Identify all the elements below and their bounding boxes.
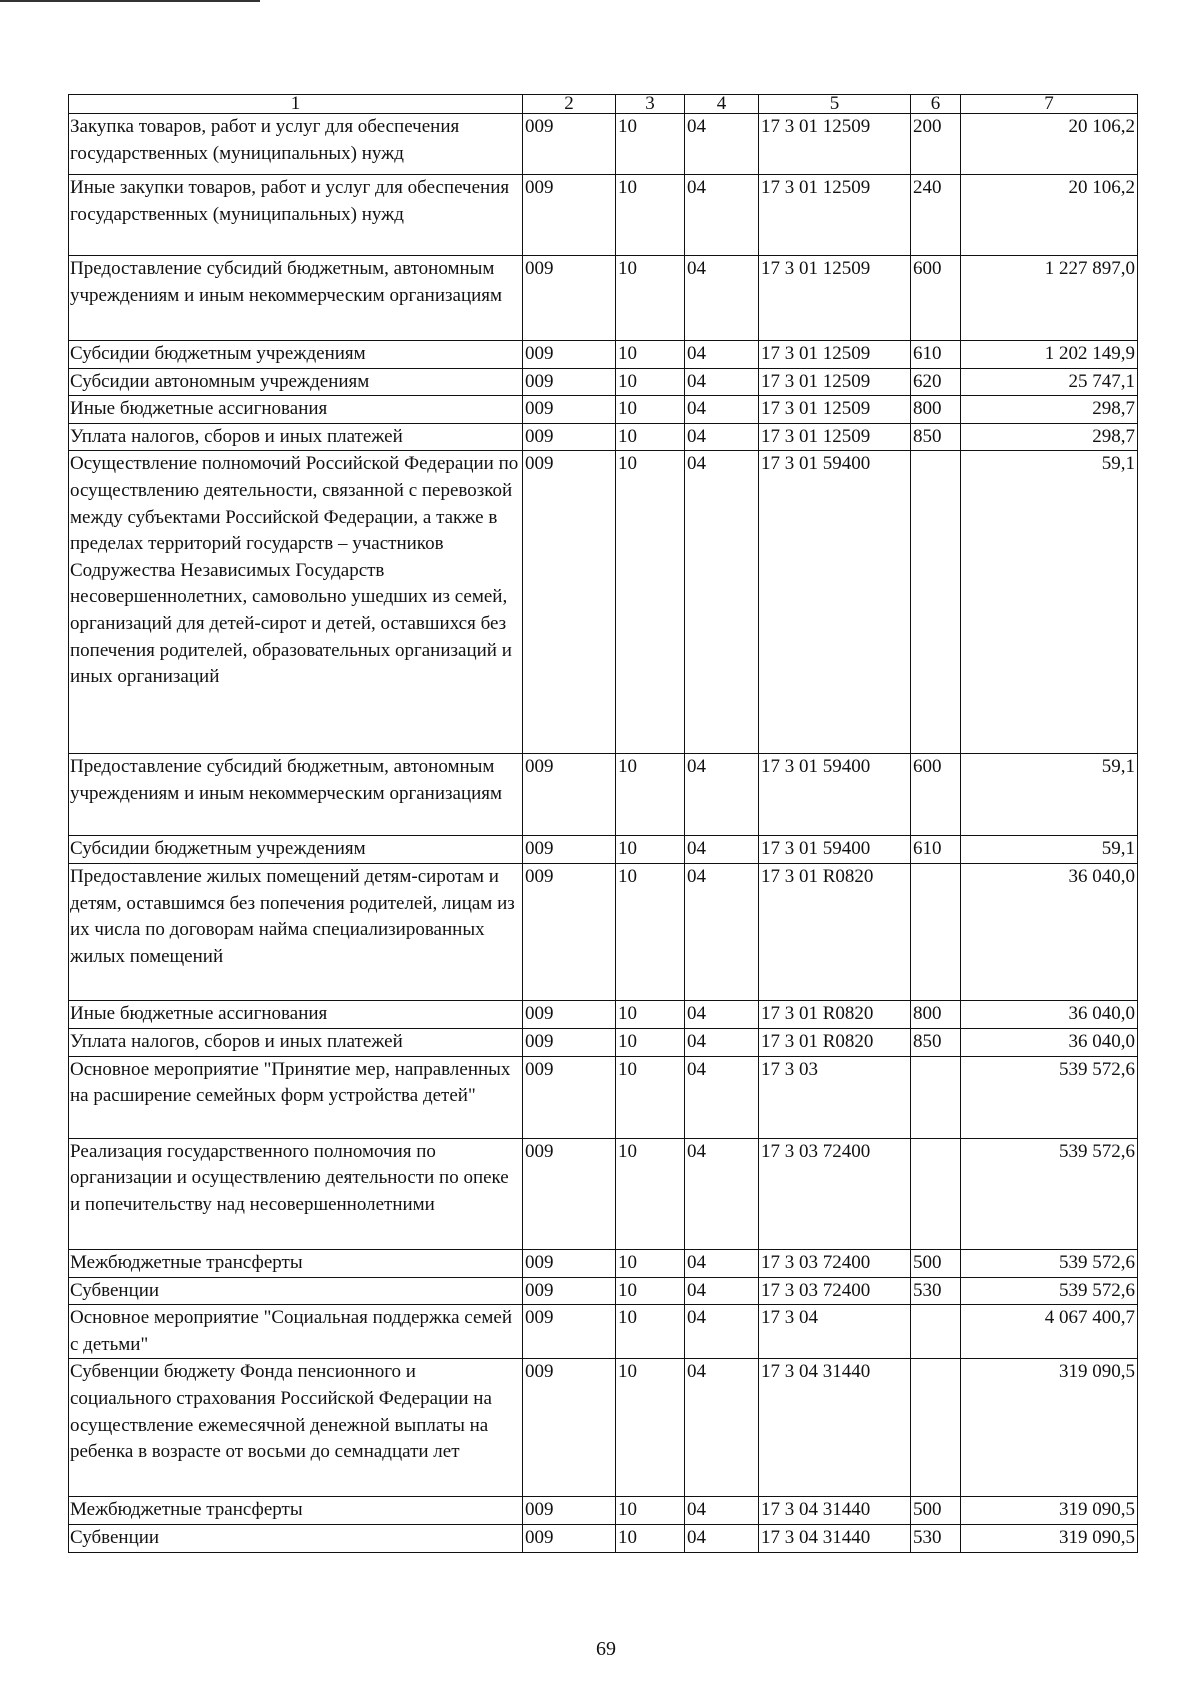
- expense-type-code: [911, 1138, 961, 1249]
- admin-code: 009: [523, 1028, 616, 1056]
- admin-code: 009: [523, 1277, 616, 1305]
- table-row: [69, 341, 1138, 369]
- section-code: 10: [616, 175, 685, 256]
- expense-type-code: 500: [911, 1497, 961, 1525]
- row-name: Уплата налогов, сборов и иных платежей: [69, 1028, 523, 1056]
- target-article-code: 17 3 01 12509: [759, 114, 911, 175]
- subsection-code: 04: [685, 754, 759, 836]
- section-code: 10: [616, 754, 685, 836]
- table-row: [69, 114, 1138, 175]
- amount: 1 227 897,0: [961, 256, 1138, 341]
- table-row: [69, 1305, 1138, 1359]
- target-article-code: 17 3 03 72400: [759, 1249, 911, 1277]
- row-name: Уплата налогов, сборов и иных платежей: [69, 423, 523, 451]
- amount: 20 106,2: [961, 114, 1138, 175]
- subsection-code: 04: [685, 175, 759, 256]
- row-name: Субвенции бюджету Фонда пенсионного и социального страхования Российской Федерации на осуществление ежемесячной денежной выплаты на ребенка в возрасте от восьми до семнадцати лет: [69, 1359, 523, 1497]
- amount: 539 572,6: [961, 1277, 1138, 1305]
- subsection-code: 04: [685, 1138, 759, 1249]
- admin-code: 009: [523, 754, 616, 836]
- row-name: Основное мероприятие "Социальная поддержка семей с детьми": [69, 1305, 523, 1359]
- row-name: Иные бюджетные ассигнования: [69, 396, 523, 424]
- amount: 1 202 149,9: [961, 341, 1138, 369]
- target-article-code: 17 3 03 72400: [759, 1138, 911, 1249]
- subsection-code: 04: [685, 396, 759, 424]
- admin-code: 009: [523, 1138, 616, 1249]
- section-code: 10: [616, 1359, 685, 1497]
- admin-code: 009: [523, 341, 616, 369]
- section-code: 10: [616, 1525, 685, 1553]
- expense-type-code: 200: [911, 114, 961, 175]
- amount: 539 572,6: [961, 1056, 1138, 1138]
- section-code: 10: [616, 114, 685, 175]
- table-row: [69, 1277, 1138, 1305]
- table-row: [69, 1028, 1138, 1056]
- section-code: 10: [616, 836, 685, 864]
- expense-type-code: 850: [911, 1028, 961, 1056]
- amount: 36 040,0: [961, 1000, 1138, 1028]
- target-article-code: 17 3 03: [759, 1056, 911, 1138]
- table-row: [69, 836, 1138, 864]
- table-row: [69, 1497, 1138, 1525]
- amount: 36 040,0: [961, 1028, 1138, 1056]
- admin-code: 009: [523, 396, 616, 424]
- scan-edge-line: [0, 0, 260, 2]
- target-article-code: 17 3 01 R0820: [759, 1028, 911, 1056]
- admin-code: 009: [523, 256, 616, 341]
- target-article-code: 17 3 01 12509: [759, 368, 911, 396]
- row-name: Осуществление полномочий Российской Федерации по осуществлению деятельности, связанной с перевозкой между субъектами Российской Федерации, а также в пределах территорий государств – участников Содружества Независимых Государств несовершеннолетних, самовольно ушедших из семей, организаций для детей-сирот и детей, оставшихся без попечения родителей, образовательных организаций и иных организаций: [69, 451, 523, 754]
- admin-code: 009: [523, 175, 616, 256]
- table-row: [69, 423, 1138, 451]
- admin-code: 009: [523, 1497, 616, 1525]
- section-code: 10: [616, 1028, 685, 1056]
- subsection-code: 04: [685, 451, 759, 754]
- section-code: 10: [616, 1305, 685, 1359]
- subsection-code: 04: [685, 368, 759, 396]
- table-row: [69, 754, 1138, 836]
- target-article-code: 17 3 01 12509: [759, 341, 911, 369]
- column-header: 3: [616, 95, 685, 114]
- expense-type-code: 610: [911, 341, 961, 369]
- target-article-code: 17 3 04 31440: [759, 1525, 911, 1553]
- section-code: 10: [616, 368, 685, 396]
- target-article-code: 17 3 01 12509: [759, 175, 911, 256]
- section-code: 10: [616, 1138, 685, 1249]
- row-name: Субвенции: [69, 1525, 523, 1553]
- amount: 539 572,6: [961, 1249, 1138, 1277]
- row-name: Предоставление субсидий бюджетным, автономным учреждениям и иным некоммерческим организациям: [69, 754, 523, 836]
- row-name: Закупка товаров, работ и услуг для обеспечения государственных (муниципальных) нужд: [69, 114, 523, 175]
- row-name: Иные бюджетные ассигнования: [69, 1000, 523, 1028]
- expense-type-code: 800: [911, 396, 961, 424]
- section-code: 10: [616, 1497, 685, 1525]
- section-code: 10: [616, 256, 685, 341]
- row-name: Субвенции: [69, 1277, 523, 1305]
- row-name: Предоставление субсидий бюджетным, автономным учреждениям и иным некоммерческим организациям: [69, 256, 523, 341]
- expense-type-code: [911, 451, 961, 754]
- target-article-code: 17 3 04 31440: [759, 1497, 911, 1525]
- row-name: Предоставление жилых помещений детям-сиротам и детям, оставшимся без попечения родителей, лицам из их числа по договорам найма специализированных жилых помещений: [69, 863, 523, 1000]
- section-code: 10: [616, 451, 685, 754]
- section-code: 10: [616, 863, 685, 1000]
- amount: 36 040,0: [961, 863, 1138, 1000]
- subsection-code: 04: [685, 1028, 759, 1056]
- target-article-code: 17 3 04 31440: [759, 1359, 911, 1497]
- column-header: 2: [523, 95, 616, 114]
- expense-type-code: [911, 1056, 961, 1138]
- target-article-code: 17 3 01 59400: [759, 451, 911, 754]
- subsection-code: 04: [685, 423, 759, 451]
- expense-type-code: [911, 1305, 961, 1359]
- column-header: 1: [69, 95, 523, 114]
- subsection-code: 04: [685, 863, 759, 1000]
- admin-code: 009: [523, 114, 616, 175]
- row-name: Субсидии бюджетным учреждениям: [69, 341, 523, 369]
- row-name: Основное мероприятие "Принятие мер, направленных на расширение семейных форм устройства детей": [69, 1056, 523, 1138]
- section-code: 10: [616, 396, 685, 424]
- section-code: 10: [616, 1000, 685, 1028]
- target-article-code: 17 3 01 12509: [759, 423, 911, 451]
- amount: 298,7: [961, 423, 1138, 451]
- row-name: Иные закупки товаров, работ и услуг для обеспечения государственных (муниципальных) нужд: [69, 175, 523, 256]
- table-row: [69, 1525, 1138, 1553]
- admin-code: 009: [523, 836, 616, 864]
- target-article-code: 17 3 04: [759, 1305, 911, 1359]
- expense-type-code: [911, 1359, 961, 1497]
- row-name: Межбюджетные трансферты: [69, 1249, 523, 1277]
- admin-code: 009: [523, 451, 616, 754]
- table-row: [69, 1000, 1138, 1028]
- subsection-code: 04: [685, 1249, 759, 1277]
- column-header: 5: [759, 95, 911, 114]
- expense-type-code: 530: [911, 1525, 961, 1553]
- column-header: 7: [961, 95, 1138, 114]
- amount: 539 572,6: [961, 1138, 1138, 1249]
- subsection-code: 04: [685, 836, 759, 864]
- admin-code: 009: [523, 1000, 616, 1028]
- table-row: [69, 863, 1138, 1000]
- row-name: Субсидии автономным учреждениям: [69, 368, 523, 396]
- section-code: 10: [616, 423, 685, 451]
- table-row: [69, 175, 1138, 256]
- page-number: 69: [596, 1638, 616, 1660]
- expense-type-code: 500: [911, 1249, 961, 1277]
- table-row: [69, 1249, 1138, 1277]
- target-article-code: 17 3 01 12509: [759, 256, 911, 341]
- table-row: [69, 396, 1138, 424]
- amount: 59,1: [961, 836, 1138, 864]
- row-name: Реализация государственного полномочия по организации и осуществлению деятельности по опеке и попечительству над несовершеннолетними: [69, 1138, 523, 1249]
- target-article-code: 17 3 01 12509: [759, 396, 911, 424]
- section-code: 10: [616, 1056, 685, 1138]
- expense-type-code: 610: [911, 836, 961, 864]
- expense-type-code: 800: [911, 1000, 961, 1028]
- expense-type-code: 850: [911, 423, 961, 451]
- table-row: [69, 368, 1138, 396]
- admin-code: 009: [523, 423, 616, 451]
- admin-code: 009: [523, 368, 616, 396]
- table-row: [69, 451, 1138, 754]
- table-row: [69, 1056, 1138, 1138]
- admin-code: 009: [523, 1359, 616, 1497]
- expense-type-code: 600: [911, 754, 961, 836]
- amount: 4 067 400,7: [961, 1305, 1138, 1359]
- subsection-code: 04: [685, 1305, 759, 1359]
- amount: 25 747,1: [961, 368, 1138, 396]
- target-article-code: 17 3 01 59400: [759, 836, 911, 864]
- subsection-code: 04: [685, 114, 759, 175]
- row-name: Межбюджетные трансферты: [69, 1497, 523, 1525]
- amount: 59,1: [961, 451, 1138, 754]
- table-row: [69, 1138, 1138, 1249]
- expense-type-code: 240: [911, 175, 961, 256]
- amount: 319 090,5: [961, 1525, 1138, 1553]
- expense-type-code: 620: [911, 368, 961, 396]
- section-code: 10: [616, 1277, 685, 1305]
- target-article-code: 17 3 01 R0820: [759, 1000, 911, 1028]
- subsection-code: 04: [685, 1056, 759, 1138]
- section-code: 10: [616, 1249, 685, 1277]
- subsection-code: 04: [685, 1000, 759, 1028]
- subsection-code: 04: [685, 1525, 759, 1553]
- column-header: 6: [911, 95, 961, 114]
- expense-type-code: [911, 863, 961, 1000]
- amount: 319 090,5: [961, 1359, 1138, 1497]
- subsection-code: 04: [685, 1359, 759, 1497]
- table-row: [69, 256, 1138, 341]
- amount: 59,1: [961, 754, 1138, 836]
- section-code: 10: [616, 341, 685, 369]
- table-header-row: [69, 95, 1138, 114]
- table-row: [69, 1359, 1138, 1497]
- amount: 20 106,2: [961, 175, 1138, 256]
- target-article-code: 17 3 01 59400: [759, 754, 911, 836]
- amount: 319 090,5: [961, 1497, 1138, 1525]
- subsection-code: 04: [685, 1497, 759, 1525]
- subsection-code: 04: [685, 341, 759, 369]
- amount: 298,7: [961, 396, 1138, 424]
- budget-table: [68, 94, 1138, 1553]
- admin-code: 009: [523, 1249, 616, 1277]
- admin-code: 009: [523, 1525, 616, 1553]
- subsection-code: 04: [685, 1277, 759, 1305]
- column-header: 4: [685, 95, 759, 114]
- target-article-code: 17 3 01 R0820: [759, 863, 911, 1000]
- target-article-code: 17 3 03 72400: [759, 1277, 911, 1305]
- expense-type-code: 600: [911, 256, 961, 341]
- admin-code: 009: [523, 1305, 616, 1359]
- expense-type-code: 530: [911, 1277, 961, 1305]
- row-name: Субсидии бюджетным учреждениям: [69, 836, 523, 864]
- admin-code: 009: [523, 1056, 616, 1138]
- admin-code: 009: [523, 863, 616, 1000]
- subsection-code: 04: [685, 256, 759, 341]
